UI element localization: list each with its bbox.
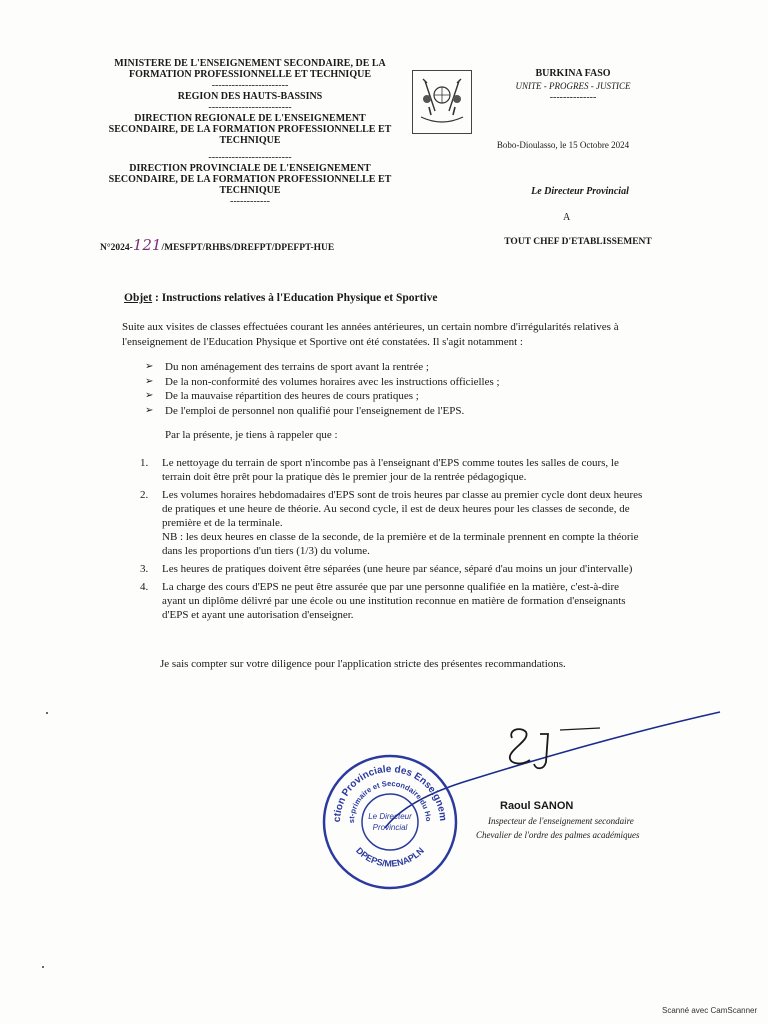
item-number: 4. — [140, 581, 149, 593]
item-text: Les heures de pratiques doivent être séparées (une heure par séance, séparé d'au moins un jour d'intervalle) — [162, 563, 633, 575]
stamp-center-line1: Le Directeur — [368, 812, 412, 821]
stamp-bottom-text: DPEPS/MENAPLN — [354, 845, 426, 869]
arrow-bullet-icon: ➢ — [145, 404, 154, 416]
signer-distinction: Chevalier de l'ordre des palmes académiques — [476, 830, 640, 840]
intro-paragraph: Suite aux visites de classes effectuées courant les années antérieures, un certain nombre d'irrégularités relatives à l'enseignement de l'Education Physique et Sportive ont été constatées. Il s'agit notamment : — [122, 321, 619, 348]
separator: ------------------------- — [208, 152, 292, 163]
place-and-date: Bobo-Dioulasso, le 15 Octobre 2024 — [496, 140, 630, 150]
item-text: Les volumes horaires hebdomadaires d'EPS sont de trois heures par classe au premier cycle dont deux heures de pratiques et une heure de théorie. Au second cycle, il est de deux heures pour les classes de seconde, de première et de la terminale. — [162, 489, 643, 529]
item-number: 2. — [140, 489, 149, 501]
stamp-outer-text: ction Provinciale des Enseignem — [331, 763, 449, 823]
arrow-bullet-icon: ➢ — [145, 375, 154, 387]
scan-speck — [42, 966, 44, 968]
separator: ------------------------- — [208, 102, 292, 113]
region-name: REGION DES HAUTS-BASSINS — [177, 91, 323, 102]
subject-text: : Instructions relatives à l'Education Physique et Sportive — [152, 292, 438, 304]
item-text: La charge des cours d'EPS ne peut être assurée que par une personne qualifiée en la matière, c'est-à-dire ayant un diplôme délivré par une école ou une institution reconnue en matière de formation d'enseignants d'EPS et ayant une autorisation d'enseigner. — [162, 581, 626, 621]
item-number: 3. — [140, 563, 149, 575]
scan-speck — [46, 712, 48, 714]
national-motto: UNITE - PROGRES - JUSTICE — [515, 81, 631, 91]
to-word: A — [563, 212, 571, 223]
item-note: NB : les deux heures en classe de la seconde, de la première et de la terminale prennent en compte la théorie dans les proportions d'un tiers (1/3) du volume. — [162, 531, 639, 557]
stamp-inner-text: st-primaire et Secondaire du Ho — [346, 778, 434, 824]
list-item: ➢ Du non aménagement des terrains de sport avant la rentrée ; — [145, 361, 429, 373]
signer-name: Raoul SANON — [500, 800, 574, 812]
reference-prefix: N°2024- — [100, 243, 133, 253]
subject-label: Objet — [124, 292, 153, 304]
item-number: 1. — [140, 457, 149, 469]
reference-suffix: /MESFPT/RHBS/DREFPT/DPEFPT-HUE — [161, 243, 335, 253]
regional-direction: DIRECTION REGIONALE DE L'ENSEIGNEMENT SECONDAIRE, DE LA FORMATION PROFESSIONNELLE ET TECHNIQUE — [108, 113, 392, 146]
closing-sentence: Je sais compter sur votre diligence pour l'application stricte des présentes recommandations. — [160, 658, 566, 670]
scanner-watermark: Scanné avec CamScanner — [662, 1006, 758, 1015]
stamp-center-line2: Provincial — [372, 823, 408, 832]
separator: -------------- — [549, 92, 597, 103]
list-item: ➢ De la non-conformité des volumes horaires avec les instructions officielles ; — [145, 375, 500, 388]
sender-title: Le Directeur Provincial — [531, 186, 629, 197]
provincial-direction: DIRECTION PROVINCIALE DE L'ENSEIGNEMENT SECONDAIRE, DE LA FORMATION PROFESSIONNELLE ET TECHNIQUE — [108, 163, 392, 196]
item-text: Le nettoyage du terrain de sport n'incombe pas à l'enseignant d'EPS comme toutes les salles de cours, le terrain doit être prêt pour la pratique dès le premier jour de la rentrée pédagogique. — [162, 457, 619, 483]
arrow-bullet-icon: ➢ — [145, 361, 154, 372]
handwritten-number: 121 — [132, 236, 162, 254]
separator: ------------ — [230, 196, 270, 207]
official-stamp — [320, 752, 460, 892]
list-item: ➢ De l'emploi de personnel non qualifié pour l'enseignement de l'EPS. — [145, 404, 465, 417]
ministry-name: MINISTERE DE L'ENSEIGNEMENT SECONDAIRE, DE LA FORMATION PROFESSIONNELLE ET TECHNIQUE — [114, 58, 386, 80]
signer-title: Inspecteur de l'enseignement secondaire — [488, 816, 634, 826]
country-name: BURKINA FASO — [535, 68, 611, 79]
list-item: ➢ De la mauvaise répartition des heures de cours pratiques ; — [145, 390, 419, 402]
svg-text:DPEPS/MENAPLN — [354, 845, 426, 868]
separator: ----------------------- — [211, 80, 289, 91]
reminder-intro: Par la présente, je tiens à rappeler que : — [165, 429, 338, 441]
arrow-bullet-icon: ➢ — [145, 390, 154, 401]
recipient: TOUT CHEF D'ETABLISSEMENT — [504, 237, 652, 247]
